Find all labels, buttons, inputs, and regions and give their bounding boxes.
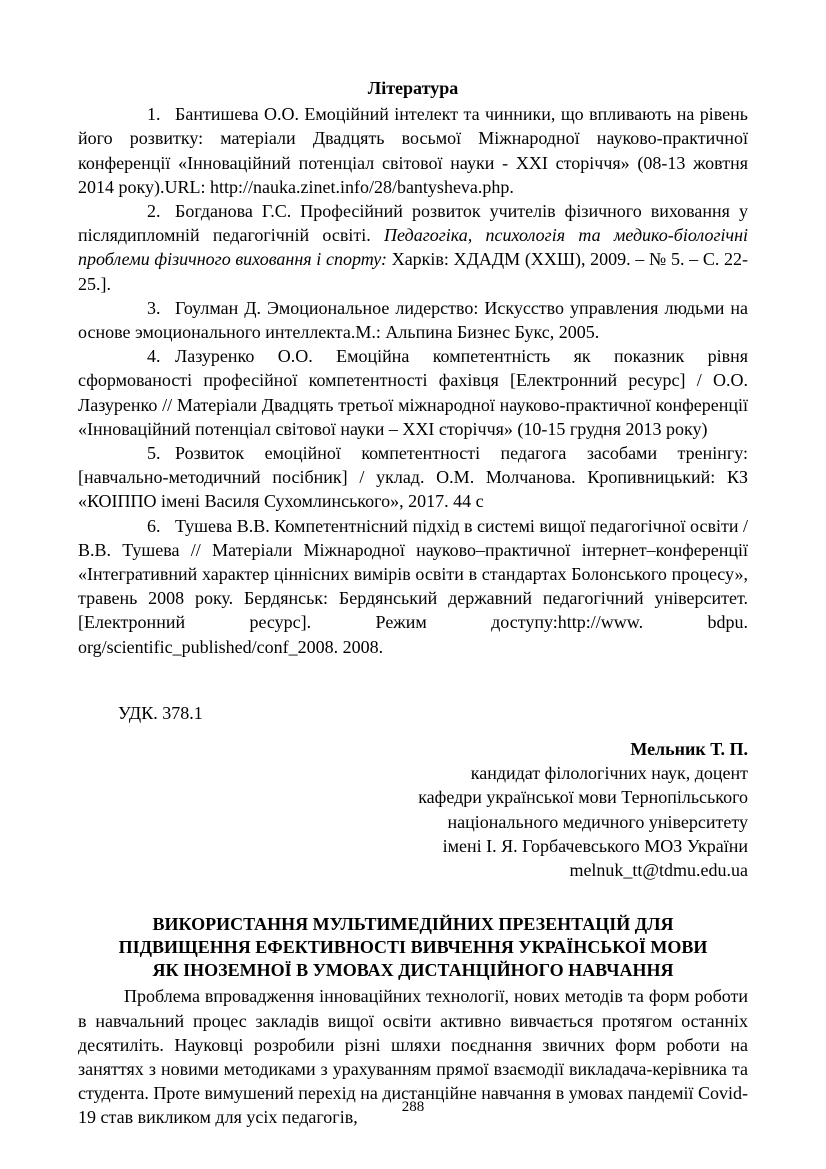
author-name: Мельник Т. П. bbox=[630, 739, 748, 760]
reference-item-6 bbox=[78, 514, 748, 659]
reference-number: 3. bbox=[147, 297, 161, 318]
article-title-line: ПІДВИЩЕННЯ ЕФЕКТИВНОСТІ ВИВЧЕННЯ УКРАЇНСЬКОЇ МОВИ bbox=[118, 937, 708, 958]
udc-code: УДК. 378.1 bbox=[118, 702, 203, 723]
document-page bbox=[78, 76, 748, 1130]
reference-text: Гоулман Д. Эмоциональное лидерство: Искусство управления людьми на основе эмоционального интеллекта.М.: Альпина Бизнес Букс, 2005. bbox=[78, 297, 748, 343]
reference-item-4 bbox=[78, 344, 748, 441]
reference-text: Богданова Г.С. Професійний розвиток учителів фізичного виховання у післядипломній педагогічній освіті. bbox=[78, 201, 748, 246]
article-title-line: ЯК ІНОЗЕМНОЇ В УМОВАХ ДИСТАНЦІЙНОГО НАВЧАННЯ bbox=[152, 960, 674, 981]
reference-text: Бантишева О.О. Емоційний інтелект та чинники, що впливають на рівень його розвитку: матеріали Двадцять восьмої Міжнародної науково-практичної конференції «Інноваційний потенціал світової науки - ХХІ сторіччя» (08-13 жовтня 2014 року).URL: http://nauka.zinet.info/28/bantysheva.php. bbox=[78, 104, 748, 197]
reference-text: Лазуренко О.О. Емоційна компетентність як показник рівня сформованості професійної компетентності фахівця [Електронний ресурс] / О.О. Лазуренко // Матеріали Двадцять третьої міжнародної науково-практичної конференції «Інноваційний потенціал світової науки – ХХІ сторіччя» (10-15 грудня 2013 року) bbox=[78, 346, 748, 439]
reference-number: 1. bbox=[147, 104, 161, 125]
author-department: кафедри української мови Тернопільського bbox=[418, 787, 748, 808]
page-number: 288 bbox=[401, 1099, 425, 1115]
reference-journal-title: Педагогіка, психологія та медико-біологічні проблеми фізичного виховання і спорту: bbox=[78, 225, 748, 270]
reference-item-2 bbox=[78, 199, 748, 296]
reference-number: 6. bbox=[147, 515, 161, 536]
article-title-line: ВИКОРИСТАННЯ МУЛЬТИМЕДІЙНИХ ПРЕЗЕНТАЦІЙ ДЛЯ bbox=[152, 914, 674, 935]
author-university-name: імені І. Я. Горбачевського МОЗ України bbox=[442, 835, 748, 856]
reference-number: 4. bbox=[147, 346, 161, 367]
reference-text: Розвиток емоційної компетентності педагога засобами тренінгу: [навчально-методичний посібник] / уклад. О.М. Молчанова. Кропивницький: КЗ «КОІППО імені Василя Сухомлинського», 2017. 44 с bbox=[78, 443, 748, 512]
author-university: національного медичного університету bbox=[447, 811, 748, 832]
reference-item-3 bbox=[78, 296, 748, 344]
reference-text: Тушева В.В. Компетентнісний підхід в системі вищої педагогічної освіти / В.В. Тушева // Матеріали Міжнародної науково–практичної інтернет–конференції «Інтегративний характер ціннісних вимірів освіти в стандартах Болонського процесу», травень 2008 року. Бердянськ: Бердянський державний педагогічний університет. [Електронний ресурс]. Режим доступу:http://www. bdpu. org/scientific_published/conf_2008. 2008. bbox=[78, 515, 748, 657]
reference-text-tail: Харків: ХДАДМ (ХХШ), 2009. – № 5. – С. 22-25.]. bbox=[78, 249, 748, 294]
author-block bbox=[78, 737, 748, 882]
author-position: кандидат філологічних наук, доцент bbox=[470, 763, 748, 784]
author-email: melnuk_tt@tdmu.edu.ua bbox=[569, 860, 748, 881]
reference-number: 5. bbox=[147, 443, 161, 464]
article-body-paragraph: Проблема впровадження інноваційних технології, нових методів та форм роботи в навчальний процес закладів вищої освіти активно вивчається протягом останніх десятиліть. Науковці розробили різні шляхи поєднання звичних форм роботи на заняттях з новими методиками з урахуванням прямої взаємодії викладача-керівника та студента. Проте вимушений перехід на дистанційне навчання в умовах пандемії Covid-19 став викликом для усіх педагогів, bbox=[78, 986, 748, 1128]
reference-item-1 bbox=[78, 102, 748, 199]
reference-number: 2. bbox=[147, 201, 161, 222]
reference-item-5 bbox=[78, 441, 748, 514]
literature-heading: Література bbox=[367, 78, 459, 98]
article-title bbox=[78, 913, 748, 982]
